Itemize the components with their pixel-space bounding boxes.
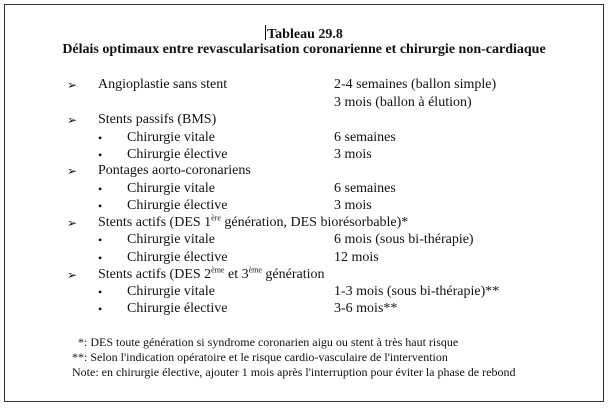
arrow-bullet-icon: ➢ [67, 113, 78, 127]
bullet-icon: • [98, 199, 103, 213]
bullet-icon: • [98, 233, 103, 247]
sub-item-value: 3 mois [334, 198, 372, 213]
arrow-bullet-icon: ➢ [67, 164, 78, 178]
bullet-icon: • [98, 251, 103, 265]
item-angioplastie [5, 76, 603, 94]
item-des-1 [5, 214, 603, 232]
sub-item-value: 6 semaines [334, 181, 396, 196]
item-label: Stents actifs (DES 1ère génération, DES biorésorbable)* [98, 213, 409, 230]
bullet-icon: • [98, 131, 103, 145]
text-cursor [265, 25, 266, 40]
sub-item-des2-elective [5, 300, 603, 318]
sub-item-label: Chirurgie élective [127, 301, 228, 316]
item-bms [5, 111, 603, 129]
sub-item-label: Chirurgie vitale [127, 181, 215, 196]
sub-item-pontages-elective [5, 197, 603, 215]
item-angioplastie-value2 [5, 94, 603, 112]
arrow-bullet-icon: ➢ [67, 216, 78, 230]
sub-item-value: 3-6 mois** [334, 301, 398, 316]
item-label: Angioplastie sans stent [98, 77, 228, 92]
sub-item-label: Chirurgie vitale [127, 232, 215, 247]
item-value: 2-4 semaines (ballon simple) [334, 77, 497, 92]
bullet-icon: • [98, 302, 103, 316]
footnote-2: **: Selon l'indication opératoire et le risque cardio-vasculaire de l'intervention [72, 350, 448, 364]
footnote-1: *: DES toute génération si syndrome coronarien aigu ou stent à très haut risque [78, 335, 459, 349]
item-label: Stents passifs (BMS) [98, 112, 217, 127]
table-frame [4, 4, 604, 402]
sub-item-label: Chirurgie élective [127, 250, 228, 265]
sub-item-bms-vitale [5, 129, 603, 147]
sub-item-des1-vitale [5, 231, 603, 249]
sub-item-des2-vitale [5, 283, 603, 301]
sub-item-value: 6 semaines [334, 130, 396, 145]
sub-item-label: Chirurgie vitale [127, 284, 215, 299]
sub-item-value: 6 mois (sous bi-thérapie) [334, 232, 474, 247]
sub-item-pontages-vitale [5, 180, 603, 198]
sub-item-label: Chirurgie élective [127, 147, 228, 162]
sub-item-label: Chirurgie élective [127, 198, 228, 213]
item-label: Stents actifs (DES 2ème et 3ème génération [98, 265, 325, 282]
table-title: Tableau 29.8 [267, 27, 343, 42]
item-pontages [5, 162, 603, 180]
bullet-icon: • [98, 182, 103, 196]
item-label: Pontages aorto-coronariens [98, 163, 251, 178]
bullet-icon: • [98, 148, 103, 162]
table-subtitle: Délais optimaux entre revascularisation coronarienne et chirurgie non-cardiaque [62, 42, 546, 57]
item-value: 3 mois (ballon à élution) [334, 95, 472, 110]
item-des-2-3 [5, 266, 603, 284]
arrow-bullet-icon: ➢ [67, 78, 78, 92]
arrow-bullet-icon: ➢ [67, 268, 78, 282]
sub-item-value: 12 mois [334, 250, 379, 265]
sub-item-value: 1-3 mois (sous bi-thérapie)** [334, 284, 500, 299]
sub-item-value: 3 mois [334, 147, 372, 162]
bullet-icon: • [98, 285, 103, 299]
sub-item-des1-elective [5, 249, 603, 267]
sub-item-label: Chirurgie vitale [127, 130, 215, 145]
footnote-3: Note: en chirurgie élective, ajouter 1 mois après l'interruption pour éviter la phase de rebond [72, 365, 516, 379]
